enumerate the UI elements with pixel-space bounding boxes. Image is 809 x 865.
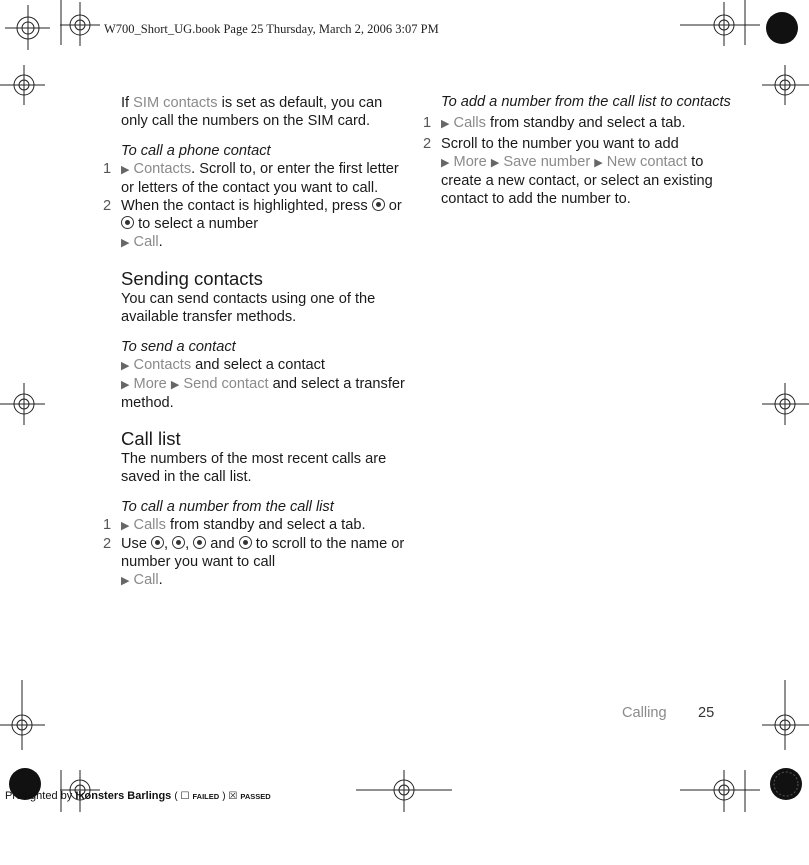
step-end: .	[158, 234, 163, 250]
step-2: 2 Use , , and to scroll to the name or number you want to call ▶ Call.	[103, 536, 405, 588]
section-title-call-list: Call list	[121, 428, 181, 449]
add-number-steps	[423, 114, 731, 208]
send-contact-link: Send contact	[183, 376, 269, 392]
send-line-2	[121, 375, 406, 412]
arrow-icon: ▶	[121, 575, 130, 587]
intro-pre: If	[121, 95, 134, 111]
arrow-icon: ▶	[121, 237, 130, 249]
heading-add-number: To add a number from the call list to contacts	[441, 94, 731, 110]
step-2	[423, 135, 731, 208]
heading-call-phone-contact: To call a phone contact	[121, 143, 271, 159]
navigation-key-icon	[172, 536, 185, 549]
save-number-link: Save number	[503, 154, 591, 170]
step-text: to create a new contact, or select an existing contact to add the number to.	[441, 154, 713, 207]
step-2	[103, 197, 406, 252]
navigation-key-icon	[151, 536, 164, 549]
call-link: Call	[133, 572, 159, 588]
step-number: 1	[423, 115, 432, 131]
send-line-1	[121, 356, 406, 375]
step-1	[423, 114, 731, 133]
step-text: from standby and select a tab.	[485, 115, 686, 131]
step-text: Use	[121, 536, 147, 552]
right-column	[423, 94, 731, 208]
intro-post: is set as default, you can only call the numbers on the SIM card.	[121, 95, 383, 129]
checkbox-icon: ( ☐	[174, 791, 190, 802]
footer-section-label: Calling	[622, 705, 667, 721]
step-1	[103, 160, 406, 197]
step-text: from standby and select a tab.	[165, 517, 366, 533]
more-link: More	[133, 376, 167, 392]
passed-label: PASSED	[240, 792, 271, 801]
step-number: 2	[103, 198, 112, 214]
call-list-body: The numbers of the most recent calls are saved in the call list.	[121, 451, 387, 485]
send-text: and select a transfer method.	[121, 376, 405, 411]
step-text: to select a number	[138, 216, 259, 232]
call-link: Call	[133, 234, 159, 250]
more-link: More	[453, 154, 487, 170]
preflight-brand: Ikonsters Barlings	[75, 790, 172, 802]
arrow-icon: ▶	[594, 157, 603, 169]
page-number: 25	[698, 705, 715, 721]
call-contact-steps	[103, 160, 406, 252]
arrow-icon: ▶	[121, 360, 130, 372]
step-text: . Scroll to, or enter the first letter or letters of the contact you want to call.	[121, 161, 399, 196]
send-text: and select a contact	[191, 357, 325, 373]
navigation-key-icon	[239, 536, 252, 549]
navigation-key-icon	[193, 536, 206, 549]
sending-body: You can send contacts using one of the available transfer methods.	[121, 291, 376, 325]
step-end: .	[158, 572, 163, 588]
preflight-prefix: Preflighted by	[5, 790, 73, 802]
step-number: 1	[103, 161, 112, 177]
step-text: Scroll to the number you want to add	[441, 136, 679, 152]
step-number: 2	[423, 136, 432, 152]
calls-link: Calls	[133, 517, 166, 533]
contacts-link: Contacts	[133, 357, 192, 373]
heading-send-contact: To send a contact	[121, 339, 236, 355]
sim-contacts-link: SIM contacts	[133, 95, 218, 111]
section-title-sending-contacts: Sending contacts	[121, 268, 263, 289]
step-text: When the contact is highlighted, press	[121, 198, 368, 214]
step-number: 1	[103, 517, 112, 533]
contacts-link: Contacts	[133, 161, 192, 177]
arrow-icon: ▶	[490, 157, 500, 169]
arrow-icon: ▶	[441, 118, 450, 130]
arrow-icon: ▶	[170, 379, 180, 391]
checked-box-icon: ) ☒	[222, 791, 238, 802]
call-list-steps	[103, 516, 406, 590]
new-contact-link: New contact	[606, 154, 688, 170]
step-1	[103, 516, 406, 535]
left-column	[103, 94, 406, 590]
step-number: 2	[103, 536, 112, 552]
intro-paragraph	[121, 94, 406, 130]
preflight-stamp	[5, 790, 271, 802]
step-text: to scroll to the name or number you want to call	[121, 536, 405, 570]
arrow-icon: ▶	[121, 520, 130, 532]
book-header: W700_Short_UG.book Page 25 Thursday, March 2, 2006 3:07 PM	[104, 22, 439, 36]
calls-link: Calls	[453, 115, 486, 131]
heading-call-from-list: To call a number from the call list	[121, 499, 334, 515]
arrow-icon: ▶	[121, 379, 130, 391]
arrow-icon: ▶	[441, 157, 450, 169]
navigation-key-icon	[372, 198, 385, 211]
navigation-key-icon	[121, 216, 134, 229]
step-text: or	[388, 198, 402, 214]
failed-label: FAILED	[192, 792, 220, 801]
step-text: and	[210, 536, 235, 552]
arrow-icon: ▶	[121, 164, 130, 176]
